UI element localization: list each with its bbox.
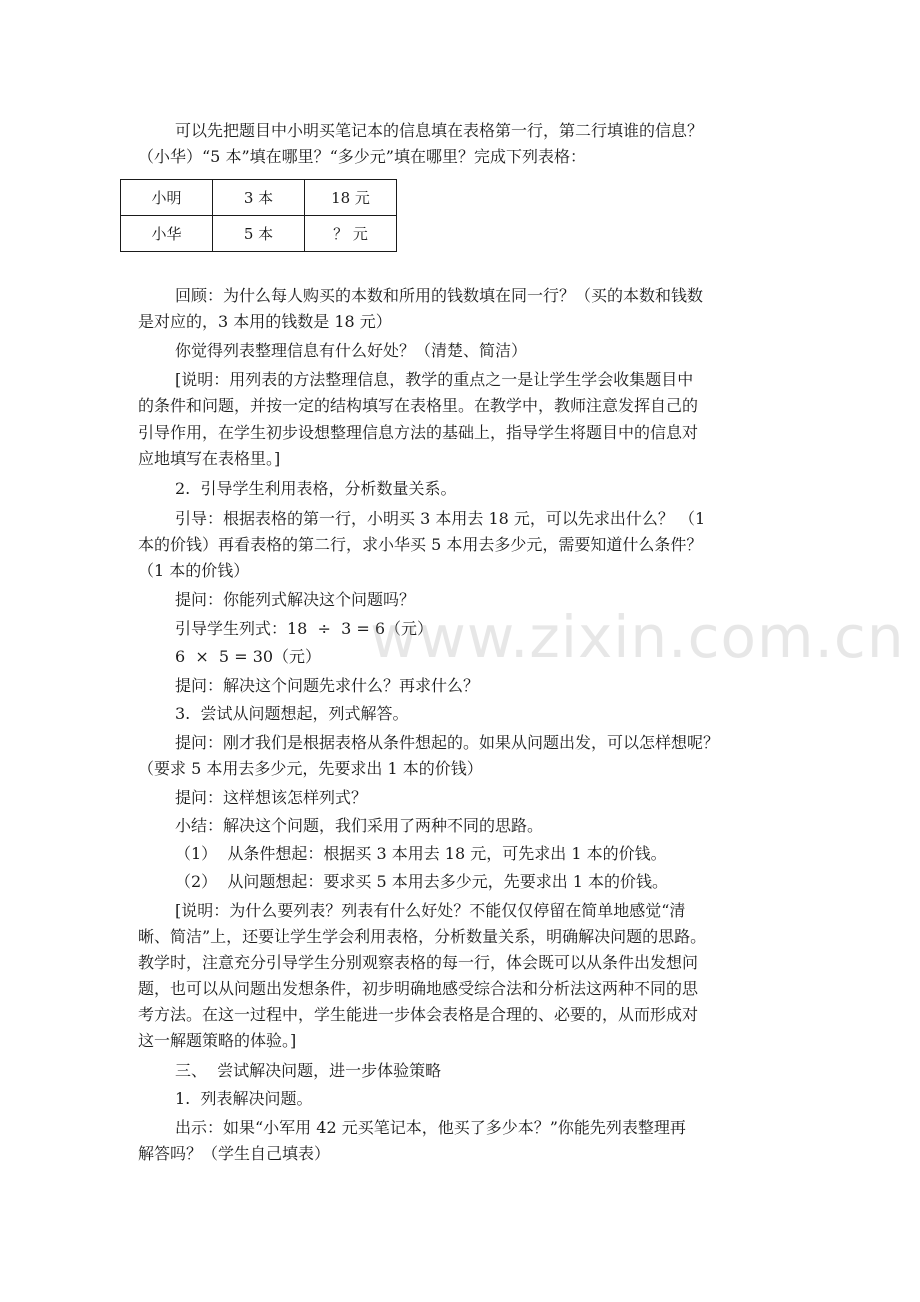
paragraph-line: 你觉得列表整理信息有什么好处？（清楚、简洁） bbox=[175, 341, 528, 360]
paragraph-line: 引导学生列式：18 ÷ 3 = 6（元） bbox=[175, 619, 434, 638]
paragraph-line: （1） 从条件想起：根据买 3 本用去 18 元，可先求出 1 本的价钱。 bbox=[175, 844, 667, 863]
table-cell: 18 元 bbox=[305, 180, 397, 216]
paragraph-line: 应地填写在表格里。] bbox=[138, 449, 281, 468]
paragraph-line: （要求 5 本用去多少元，先要求出 1 本的价钱） bbox=[138, 759, 483, 778]
paragraph-line: 1. 列表解决问题。 bbox=[175, 1089, 313, 1108]
paragraph-line: 三、 尝试解决问题，进一步体验策略 bbox=[175, 1061, 442, 1080]
paragraph-line: 引导：根据表格的第一行，小明买 3 本用去 18 元，可以先求出什么？ （1 bbox=[175, 509, 706, 528]
paragraph-line: （1 本的价钱） bbox=[138, 561, 250, 580]
table-cell: ？ 元 bbox=[305, 216, 397, 252]
table-cell: 3 本 bbox=[213, 180, 305, 216]
info-table bbox=[120, 179, 397, 252]
paragraph-line: 出示：如果“小军用 42 元买笔记本，他买了多少本？”你能先列表整理再 bbox=[175, 1118, 686, 1137]
watermark: www.zixin.com.cn bbox=[370, 603, 905, 671]
paragraph-line: 这一解题策略的体验。] bbox=[138, 1031, 297, 1050]
paragraph-line: 引导作用，在学生初步设想整理信息方法的基础上，指导学生将题目中的信息对 bbox=[138, 423, 699, 442]
paragraph-line: 的条件和问题，并按一定的结构填写在表格里。在教学中，教师注意发挥自己的 bbox=[138, 396, 699, 415]
paragraph-line: 本的价钱）再看表格的第二行，求小华买 5 本用去多少元，需要知道什么条件？ bbox=[138, 535, 703, 554]
paragraph-line: 回顾：为什么每人购买的本数和所用的钱数填在同一行？（买的本数和钱数 bbox=[175, 286, 704, 305]
paragraph-line: [说明：为什么要列表？列表有什么好处？不能仅仅停留在简单地感觉“清 bbox=[175, 901, 686, 920]
paragraph-line: 可以先把题目中小明买笔记本的信息填在表格第一行，第二行填谁的信息？ bbox=[175, 121, 704, 140]
table-cell: 小明 bbox=[121, 180, 213, 216]
paragraph-line: 晰、简洁”上，还要让学生学会利用表格，分析数量关系，明确解决问题的思路。 bbox=[138, 927, 707, 946]
paragraph-line: [说明：用列表的方法整理信息，教学的重点之一是让学生学会收集题目中 bbox=[175, 370, 694, 389]
paragraph-line: 教学时，注意充分引导学生分别观察表格的每一行，体会既可以从条件出发想问 bbox=[138, 953, 699, 972]
paragraph-line: 3. 尝试从问题想起，列式解答。 bbox=[175, 704, 409, 723]
paragraph-line: 提问：你能列式解决这个问题吗？ bbox=[175, 590, 416, 609]
paragraph-line: 考方法。在这一过程中，学生能进一步体会表格是合理的、必要的，从而形成对 bbox=[138, 1005, 699, 1024]
paragraph-line: 2. 引导学生利用表格，分析数量关系。 bbox=[175, 479, 457, 498]
table-row bbox=[121, 216, 397, 252]
paragraph-line: 解答吗？（学生自己填表） bbox=[138, 1144, 331, 1163]
table-row bbox=[121, 180, 397, 216]
table-cell: 5 本 bbox=[213, 216, 305, 252]
paragraph-line: （小华）“5 本”填在哪里？“多少元”填在哪里？完成下列表格： bbox=[138, 147, 586, 166]
table-cell: 小华 bbox=[121, 216, 213, 252]
paragraph-line: （2） 从问题想起：要求买 5 本用去多少元，先要求出 1 本的价钱。 bbox=[175, 872, 669, 891]
paragraph-line: 提问：解决这个问题先求什么？再求什么？ bbox=[175, 676, 480, 695]
paragraph-line: 是对应的，3 本用的钱数是 18 元） bbox=[138, 312, 392, 331]
paragraph-line: 6 × 5 = 30（元） bbox=[175, 647, 322, 666]
paragraph-line: 提问：这样想该怎样列式？ bbox=[175, 788, 368, 807]
paragraph-line: 提问：刚才我们是根据表格从条件想起的。如果从问题出发，可以怎样想呢？ bbox=[175, 733, 720, 752]
paragraph-line: 题，也可以从问题出发想条件，初步明确地感受综合法和分析法这两种不同的思 bbox=[138, 979, 699, 998]
paragraph-line: 小结：解决这个问题，我们采用了两种不同的思路。 bbox=[175, 816, 544, 835]
